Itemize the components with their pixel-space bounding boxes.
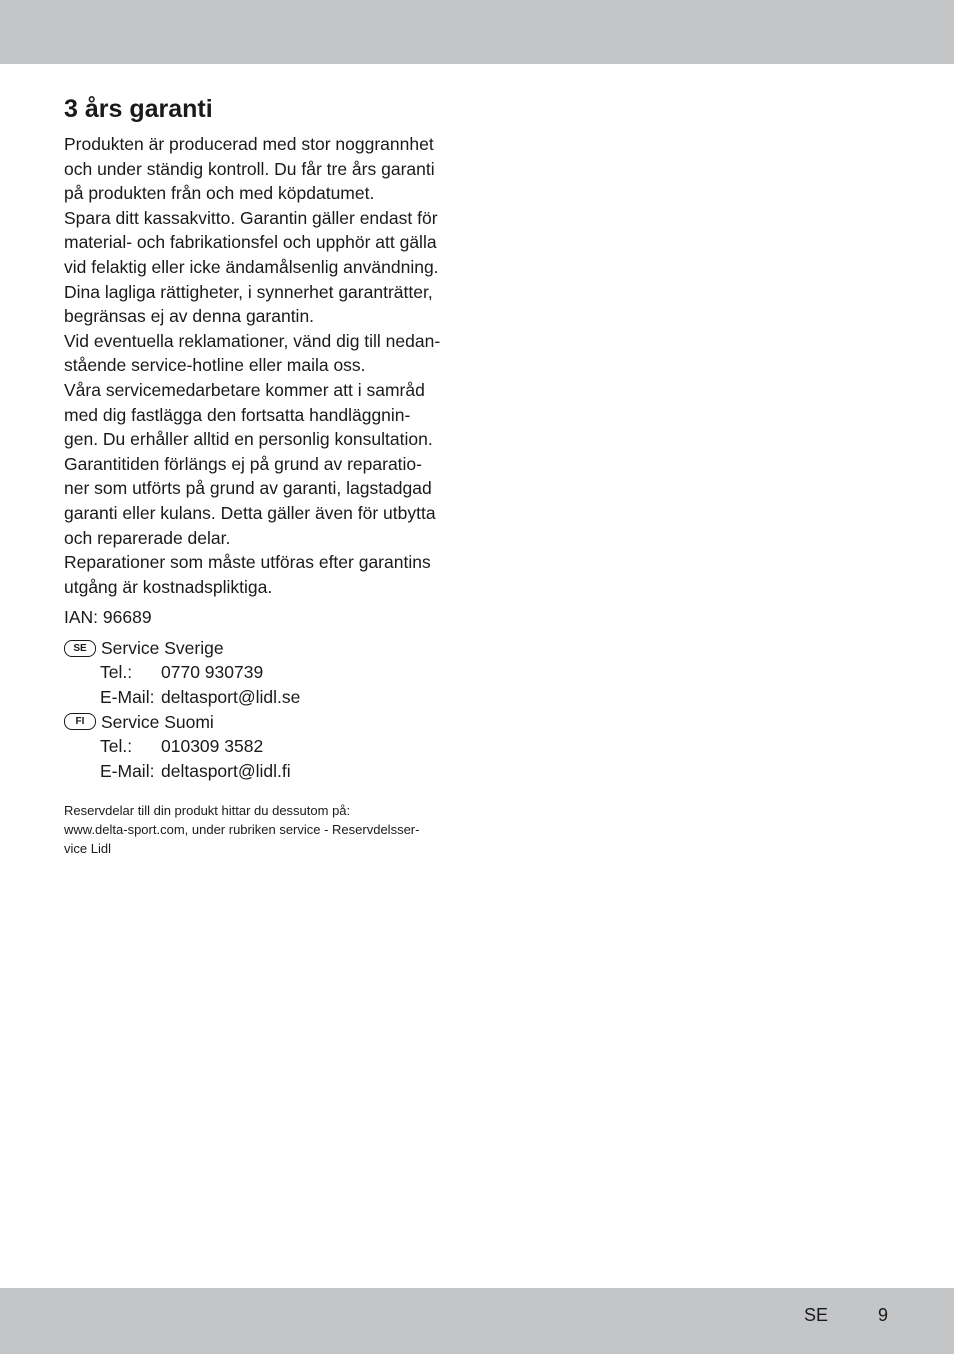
text-line: stående service-hotline eller maila oss. (64, 355, 366, 376)
warranty-text (64, 132, 464, 599)
tel-value: 0770 930739 (161, 662, 264, 683)
footer-language: SE (804, 1305, 829, 1325)
text-line: på produkten från och med köpdatumet. (64, 183, 375, 204)
note-line: vice Lidl (64, 841, 111, 857)
ian-number: IAN: 96689 (64, 607, 152, 628)
text-line: garanti eller kulans. Detta gäller även för utbytta (64, 502, 436, 523)
content-column (64, 92, 464, 858)
note-line: Reservdelar till din produkt hittar du dessutom på: (64, 803, 351, 819)
text-line: utgång är kostnadspliktiga. (64, 576, 273, 597)
service-name: Service Suomi (101, 711, 214, 732)
header-band (0, 0, 954, 64)
mail-label: E-Mail: (100, 760, 155, 781)
text-line: Dina lagliga rättigheter, i synnerhet garanträtter, (64, 281, 433, 302)
service-block (64, 636, 464, 784)
mail-label: E-Mail: (100, 687, 155, 708)
service-mail (64, 759, 464, 784)
note-line: www.delta-sport.com, under rubriken service - Reservdelsser- (64, 822, 420, 838)
spare-parts-note (64, 801, 464, 858)
service-tel (64, 660, 464, 685)
text-line: med dig fastlägga den fortsatta handläggnin- (64, 404, 411, 425)
text-line: Garantitiden förlängs ej på grund av reparatio- (64, 453, 422, 474)
text-line: begränsas ej av denna garantin. (64, 306, 315, 327)
text-line: Produkten är producerad med stor noggrannhet (64, 134, 434, 154)
mail-value: deltasport@lidl.fi (161, 760, 291, 781)
text-line: gen. Du erhåller alltid en personlig konsultation. (64, 429, 433, 450)
text-line: material- och fabrikationsfel och upphör att gälla (64, 232, 437, 253)
service-sweden (64, 636, 464, 661)
service-mail (64, 685, 464, 710)
country-badge-fi: FI (64, 713, 96, 730)
text-line: och under ständig kontroll. Du får tre års garanti (64, 158, 435, 179)
text-line: Reparationer som måste utföras efter garantins (64, 552, 431, 573)
country-badge-se: SE (64, 640, 96, 657)
text-line: vid felaktig eller icke ändamålsenlig användning. (64, 256, 439, 277)
service-tel (64, 734, 464, 759)
tel-label: Tel.: (100, 736, 133, 757)
text-line: ner som utförts på grund av garanti, lagstadgad (64, 478, 432, 499)
text-line: Våra servicemedarbetare kommer att i samråd (64, 379, 425, 400)
service-finland (64, 710, 464, 735)
page-title: 3 års garanti (64, 95, 213, 123)
text-line: Spara ditt kassakvitto. Garantin gäller endast för (64, 207, 438, 228)
page-number: 9 (878, 1305, 889, 1325)
service-name: Service Sverige (101, 637, 224, 658)
mail-value: deltasport@lidl.se (161, 687, 301, 708)
text-line: och reparerade delar. (64, 527, 231, 548)
text-line: Vid eventuella reklamationer, vänd dig till nedan- (64, 330, 441, 351)
tel-label: Tel.: (100, 662, 133, 683)
tel-value: 010309 3582 (161, 736, 264, 757)
